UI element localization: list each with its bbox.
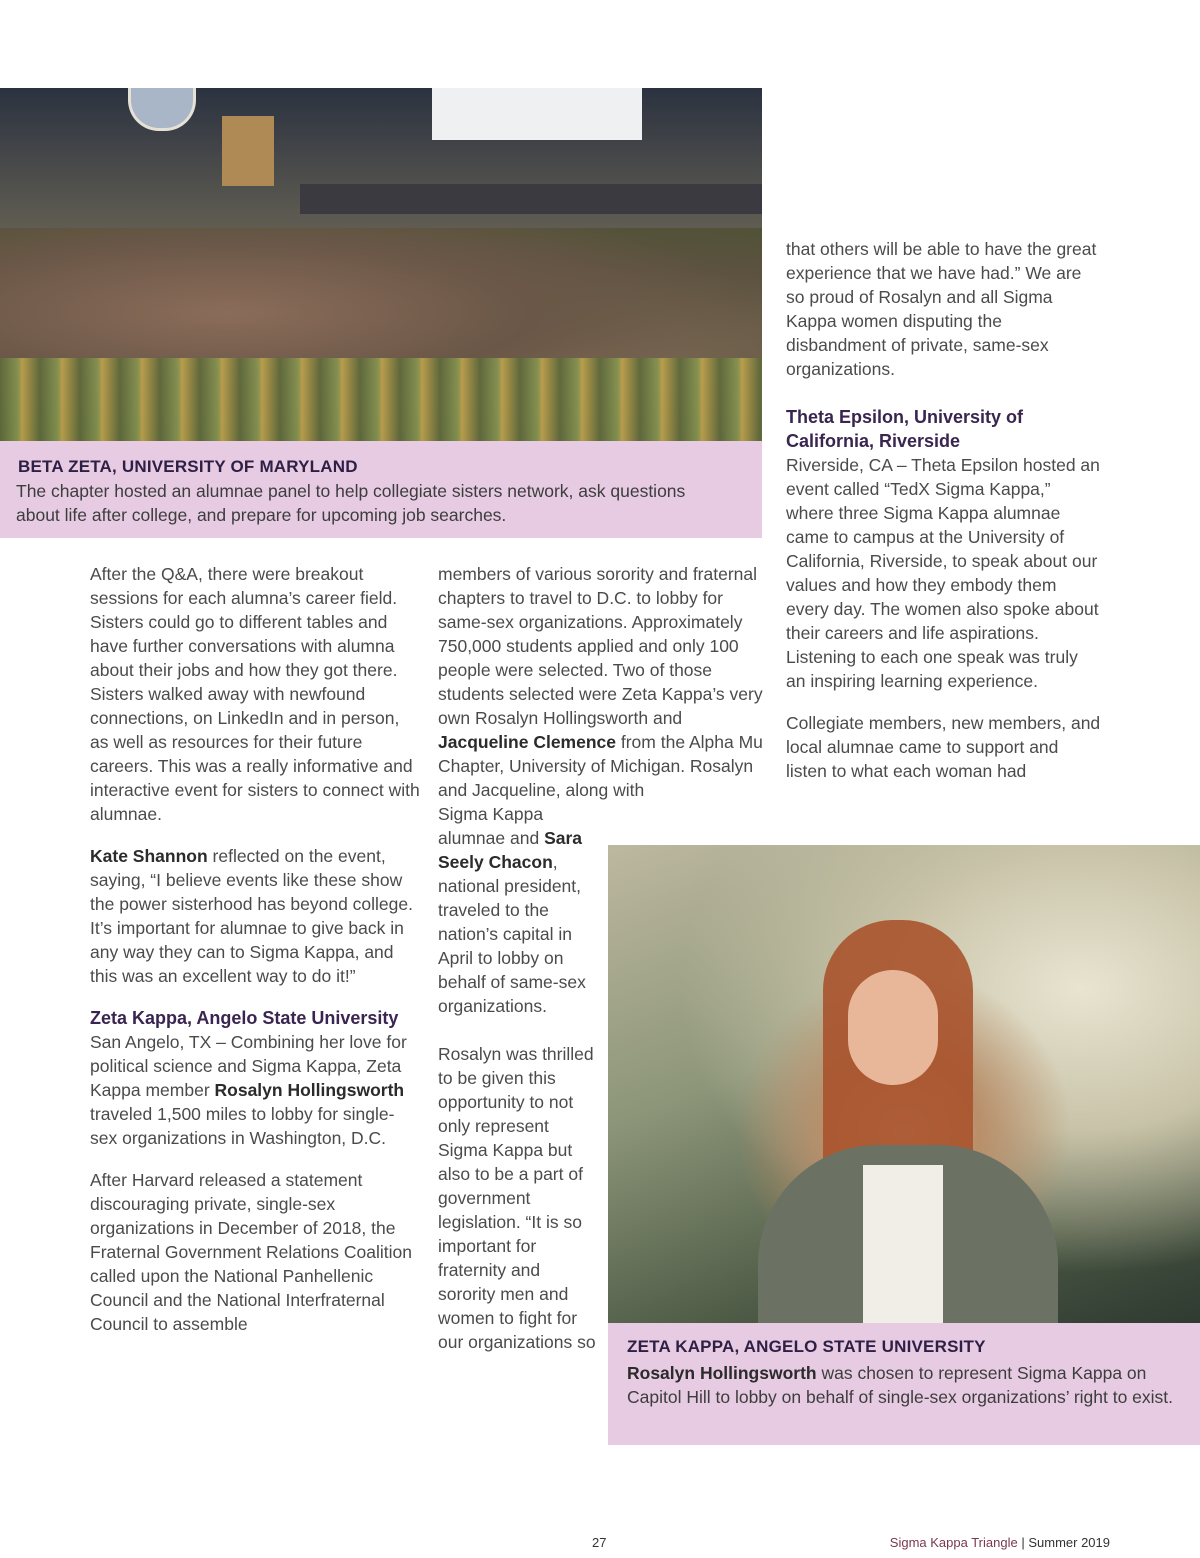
paragraph-text: from the Alpha Mu Chapter, University of Michigan. Rosalyn and Jacqueline, along with xyxy=(438,732,763,800)
paragraph: Rosalyn was thrilled to be given this opportunity to not only represent Sigma Kappa but also to be a part of government legislation. “It is so important for fraternity and sorority men and women to fight for our organizations so xyxy=(438,1044,596,1352)
paragraph-text: members of various sorority and fraternal chapters to travel to D.C. to lobby for same-sex organizations. Approximately 750,000 students applied and only 100 people were selected. Two of those students selected were Zeta Kappa’s very own Rosalyn Hollingsworth and xyxy=(438,564,763,728)
publication-footer xyxy=(890,1535,1110,1550)
panel-table xyxy=(300,184,762,214)
paragraph-text: San Angelo, TX – Combining her love for political science and Sigma Kappa, Zeta Kappa member xyxy=(90,1032,407,1100)
paragraph: Collegiate members, new members, and local alumnae came to support and listen to what each woman had xyxy=(786,713,1101,781)
caption-text xyxy=(627,1361,1187,1409)
caption-rest: was chosen to represent Sigma Kappa on Capitol Hill to lobby on behalf of single-sex organizations’ right to exist. xyxy=(627,1363,1174,1407)
caption-title: ZETA KAPPA, ANGELO STATE UNIVERSITY xyxy=(627,1337,986,1356)
page-number: 27 xyxy=(592,1535,607,1550)
paragraph-text: traveled 1,500 miles to lobby for single-sex organizations in Washington, D.C. xyxy=(90,1104,395,1148)
banquet-chairs xyxy=(0,358,762,441)
caption-title: BETA ZETA, UNIVERSITY OF MARYLAND xyxy=(18,457,358,476)
publication-name: Sigma Kappa Triangle xyxy=(889,1535,1018,1550)
section-heading: Zeta Kappa, Angelo State University xyxy=(90,1008,399,1028)
wooden-door xyxy=(222,116,274,186)
arched-window xyxy=(128,88,196,131)
projector-screen xyxy=(432,88,642,140)
person-name: Jacqueline Clemence xyxy=(438,732,616,752)
paragraph-text: , national president, traveled to the nation’s capital in April to lobby on behalf of same-sex organizations. xyxy=(438,852,586,1016)
person-name: Rosalyn Hollingsworth xyxy=(627,1363,817,1383)
paragraph: After Harvard released a statement discouraging private, single-sex organizations in December of 2018, the Fraternal Government Relations Coalition called upon the National Panhellenic Council and the National Interfraternal Council to assemble xyxy=(90,1170,412,1334)
footer-separator: | xyxy=(1021,1535,1025,1550)
alumnae-panel-photo xyxy=(0,88,762,441)
article-column-3 xyxy=(786,237,1101,783)
paragraph xyxy=(438,802,598,1018)
paragraph-text: reflected on the event, saying, “I believe events like these show the power sisterhood has beyond college. It’s important for alumnae to give back in any way they can to Sigma Kappa, and this was an excellent way to do it!” xyxy=(90,846,413,986)
article-column-1 xyxy=(90,562,420,1336)
section-heading: Theta Epsilon, University of California, Riverside xyxy=(786,407,1024,451)
paragraph-text: Riverside, CA – Theta Epsilon hosted an event called “TedX Sigma Kappa,” where three Sigma Kappa alumnae came to campus at the University of California, Riverside, to speak about our values and how they embody them every day. The women also spoke about their careers and life aspirations. Listening to each one speak was truly an inspiring learning experience. xyxy=(786,455,1100,691)
top-photo-caption xyxy=(0,441,762,538)
bottom-photo-caption xyxy=(608,1323,1200,1445)
person-name: Kate Shannon xyxy=(90,846,208,866)
caption-text: The chapter hosted an alumnae panel to help collegiate sisters network, ask questions about life after college, and prepare for upcoming job searches. xyxy=(16,481,686,525)
paragraph xyxy=(438,562,763,802)
portrait-face xyxy=(848,970,938,1085)
person-name: Sara Seely Chacon xyxy=(438,828,583,872)
paragraph: that others will be able to have the great experience that we have had.” We are so proud of Rosalyn and all Sigma Kappa women disputing the disbandment of private, same-sex organizations. xyxy=(786,239,1097,379)
person-name: Rosalyn Hollingsworth xyxy=(214,1080,405,1100)
issue-date: Summer 2019 xyxy=(1028,1535,1110,1550)
paragraph-text: Sigma Kappa alumnae and xyxy=(438,804,545,848)
portrait-shirt xyxy=(863,1165,943,1323)
paragraph: After the Q&A, there were breakout sessions for each alumna’s career field. Sisters could go to different tables and have further conversations with alumna about their jobs and how they got there. Sisters walked away with newfound connections, on LinkedIn and in person, as well as resources for their future careers. This was a really informative and interactive event for sisters to connect with alumnae. xyxy=(90,564,420,824)
rosalyn-portrait-photo xyxy=(608,845,1200,1323)
paragraph xyxy=(90,844,420,988)
